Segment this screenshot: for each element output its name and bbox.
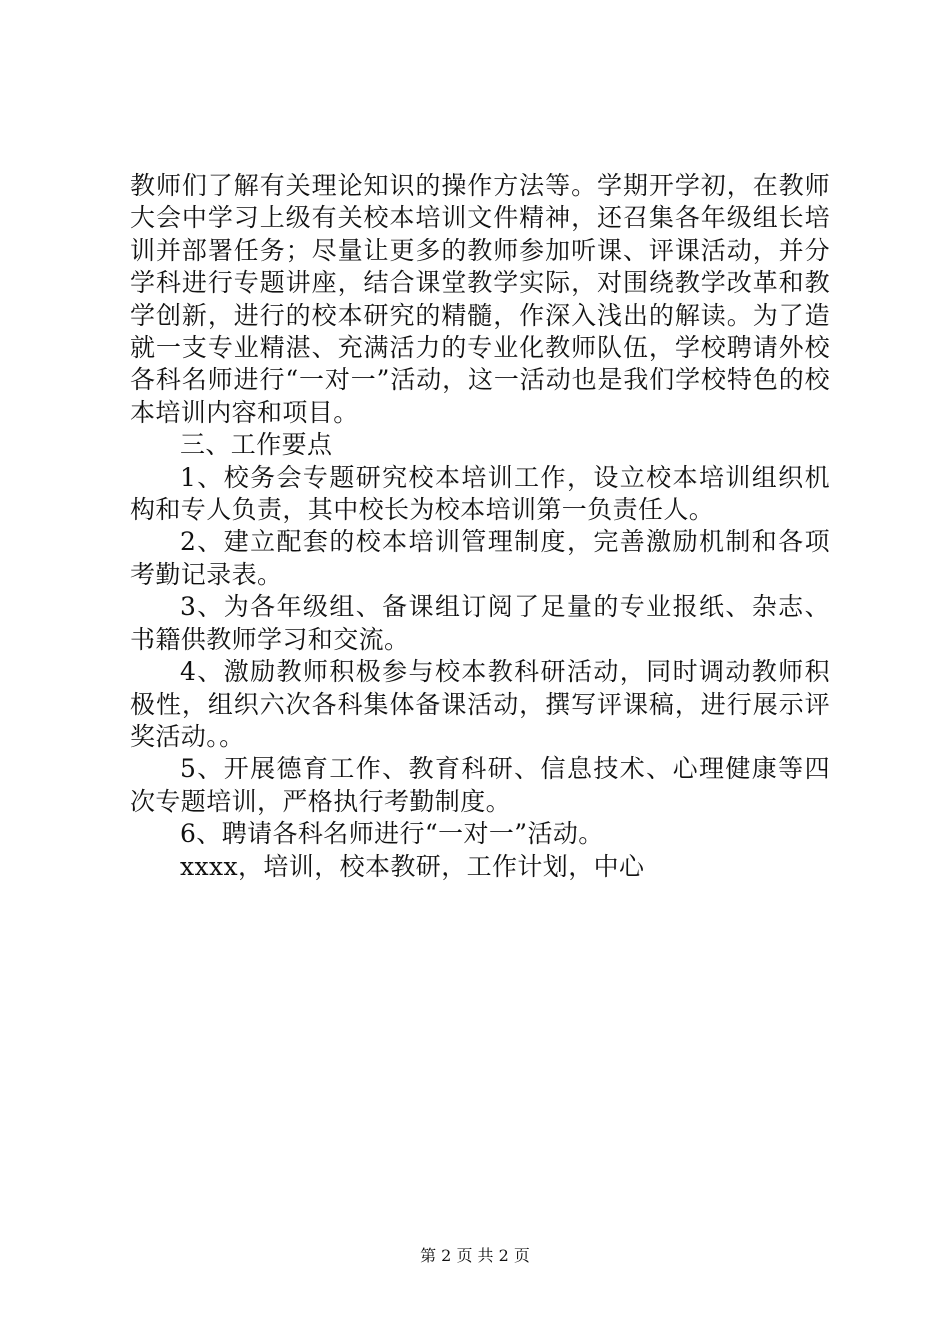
list-item: 3、为各年级组、备课组订阅了足量的专业报纸、杂志、书籍供教师学习和交流。	[130, 592, 830, 654]
list-item: 6、聘请各科名师进行“一对一”活动。	[180, 819, 604, 849]
keywords-line: xxxx，培训，校本教研，工作计划，中心	[180, 851, 645, 881]
list-item: 1、校务会专题研究校本培训工作，设立校本培训组织机构和专人负责，其中校长为校本培训第一负责任人。	[130, 462, 830, 525]
list-item: 2、建立配套的校本培训管理制度，完善激励机制和各项考勤记录表。	[130, 527, 830, 589]
page-number-footer: 第 2 页 共 2 页	[420, 1246, 530, 1265]
document-body	[130, 170, 830, 883]
list-item: 5、开展德育工作、教育科研、信息技术、心理健康等四次专题培训，严格执行考勤制度。	[130, 754, 830, 816]
intro-paragraph: 教师们了解有关理论知识的操作方法等。学期开学初，在教师大会中学习上级有关校本培训文件精神，还召集各年级组长培训并部署任务；尽量让更多的教师参加听课、评课活动，并分学科进行专题讲座，结合课堂教学实际，对围绕教学改革和教学创新，进行的校本研究的精髓，作深入浅出的解读。为了造就一支专业精湛、充满活力的专业化教师队伍，学校聘请外校各科名师进行“一对一”活动，这一活动也是我们学校特色的校本培训内容和项目。	[130, 171, 830, 427]
section-heading: 三、工作要点	[180, 430, 333, 460]
list-item: 4、激励教师积极参与校本教科研活动，同时调动教师积极性，组织六次各科集体备课活动，撰写评课稿，进行展示评奖活动。。	[130, 657, 830, 751]
